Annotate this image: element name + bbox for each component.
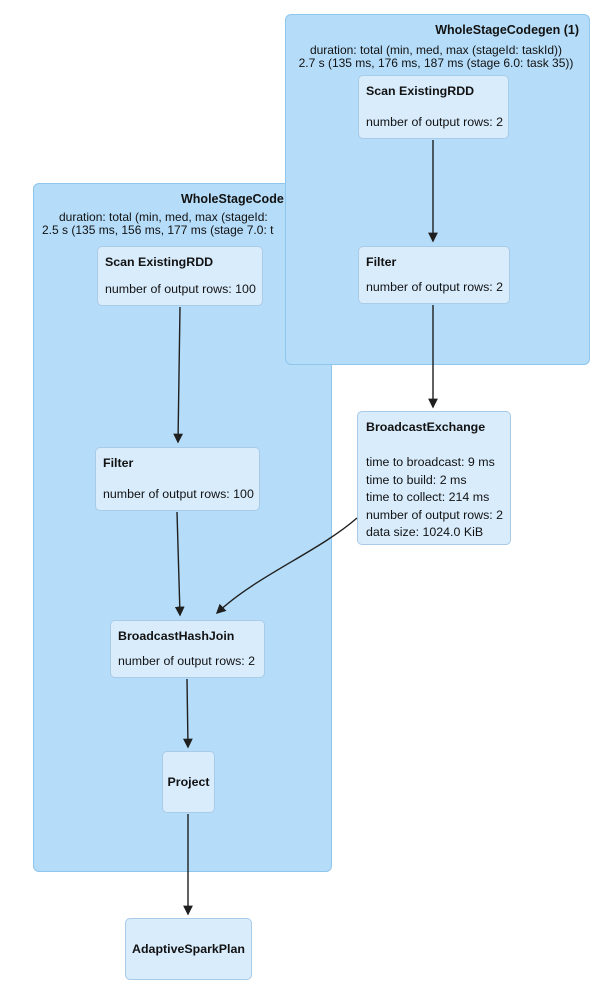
node-metric: number of output rows: 2 <box>118 654 256 668</box>
cluster-duration-line2: 2.5 s (135 ms, 156 ms, 177 ms (stage 7.0: t <box>42 223 274 237</box>
cluster-duration-line1: duration: total (min, med, max (stageId: taskId)) <box>309 43 563 57</box>
cluster-wholestagecodegen-1 <box>285 14 590 365</box>
node-metric: number of output rows: 100 <box>103 487 254 501</box>
node-title: Scan ExistingRDD <box>105 255 214 269</box>
plan-node-filter-1[interactable] <box>358 246 510 304</box>
plan-node-filter-2[interactable] <box>95 447 260 511</box>
node-metrics <box>366 454 502 542</box>
plan-node-broadcast-exchange[interactable] <box>357 411 511 545</box>
node-metric: number of output rows: 2 <box>366 115 504 129</box>
cluster-duration-line1: duration: total (min, med, max (stageId: <box>59 210 268 224</box>
plan-node-broadcast-hash-join[interactable] <box>110 620 265 678</box>
node-title: BroadcastExchange <box>366 420 486 434</box>
node-metric: time to collect: 214 ms <box>366 490 490 504</box>
node-title: AdaptiveSparkPlan <box>132 941 245 956</box>
node-title: Project <box>167 774 210 789</box>
node-metric: time to broadcast: 9 ms <box>366 455 495 469</box>
cluster-duration <box>292 44 580 70</box>
cluster-duration-line2: 2.7 s (135 ms, 176 ms, 187 ms (stage 6.0: task 35)) <box>298 56 574 70</box>
plan-node-scan-existingrdd-1[interactable] <box>358 75 509 139</box>
node-title: BroadcastHashJoin <box>118 629 235 643</box>
node-title: Scan ExistingRDD <box>366 84 475 98</box>
cluster-title: WholeStageCodegen (1) <box>435 23 579 37</box>
node-title: Filter <box>366 255 397 269</box>
node-metric: number of output rows: 100 <box>105 282 256 296</box>
cluster-title: WholeStageCode <box>181 192 284 206</box>
node-title: Filter <box>103 456 134 470</box>
node-metric: number of output rows: 2 <box>366 280 504 294</box>
node-metric: number of output rows: 2 <box>366 507 504 522</box>
node-metric: time to build: 2 ms <box>366 472 467 487</box>
plan-node-scan-existingrdd-2[interactable] <box>97 246 263 306</box>
node-metric: data size: 1024.0 KiB <box>366 525 484 539</box>
plan-node-adaptive-spark-plan[interactable] <box>125 918 252 980</box>
plan-node-project[interactable] <box>162 751 215 813</box>
